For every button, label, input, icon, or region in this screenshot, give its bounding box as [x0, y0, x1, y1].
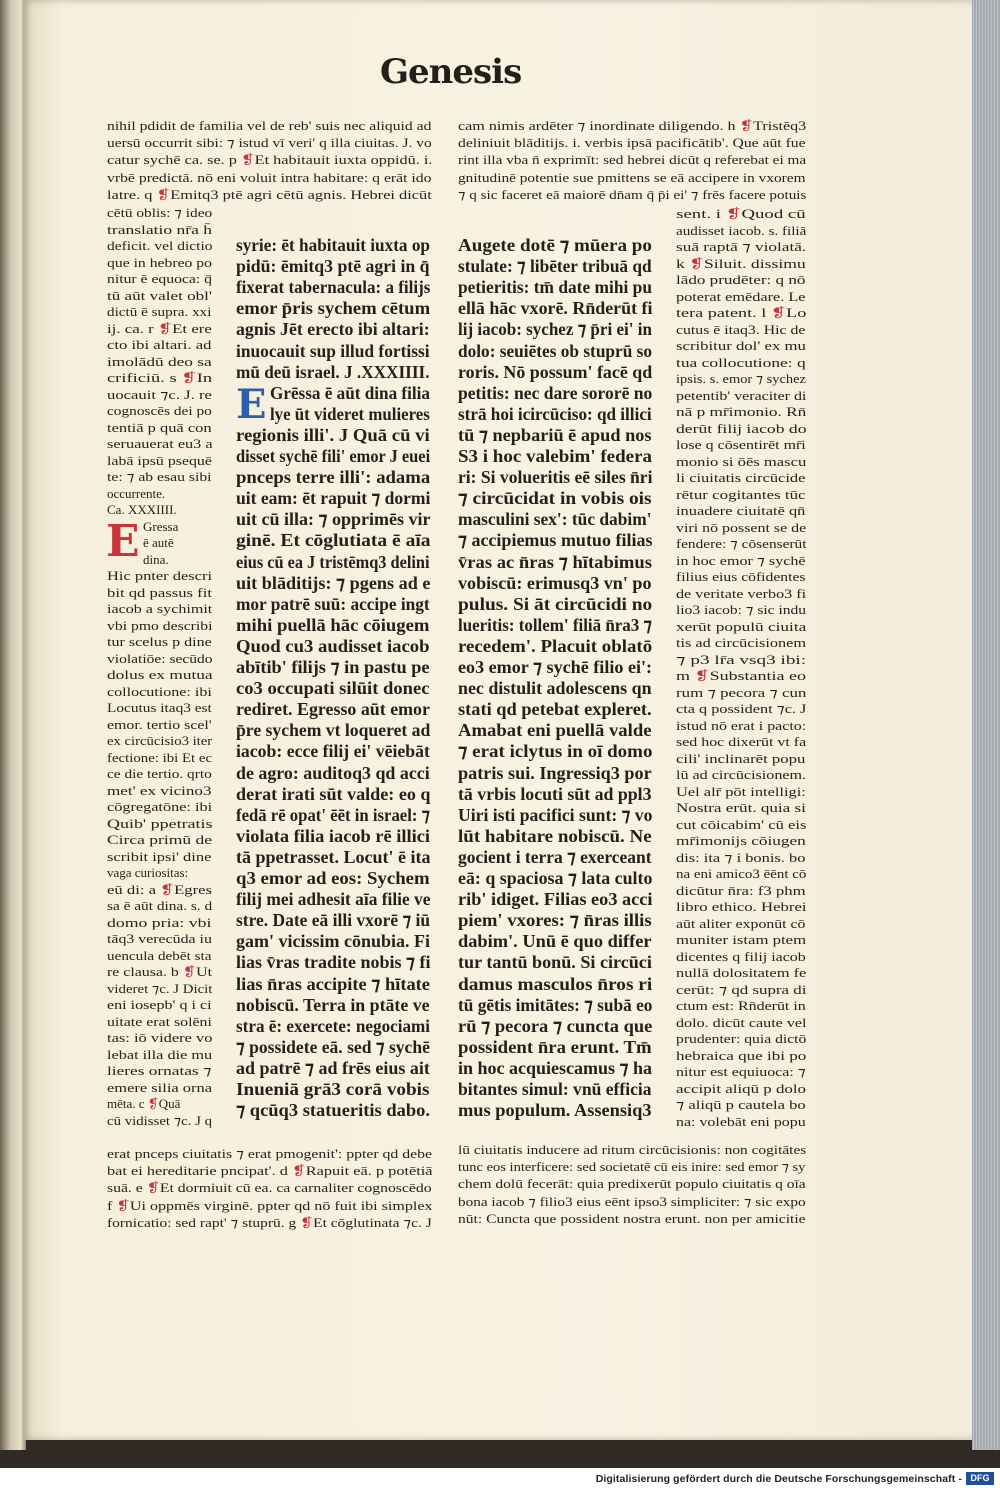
text-line: deliniuit blāditijs. i. verbis ipsā pacificātib'. Que aūt fue [458, 135, 806, 151]
text-line: dicūtur n̄ra: f3 phm [676, 882, 806, 898]
page-edges [972, 0, 1000, 1450]
right-gloss-column [676, 206, 806, 1130]
top-gloss-right [458, 118, 806, 204]
text-line: lias n̄ras accipite ⁊ hītate [236, 973, 430, 994]
text-line: ⁊ possidete eā. sed ⁊ sychē [236, 1036, 430, 1057]
text-line: monio si ōēs mascu [676, 453, 807, 469]
text-line: strā hoi icircūciso: qd illici [458, 403, 652, 424]
text-line: tis ad circūcisionem [676, 635, 806, 650]
text-line: disset sychē fili' emor J euei [236, 446, 431, 466]
text-line: chem dolū fecerāt: quia predixerūt populo ciuitatis q oīa [458, 1176, 806, 1192]
text-line: cōgregatōne: ibi [107, 799, 213, 814]
text-line: de agro: auditoq3 qd acci [236, 762, 430, 783]
text-line: cētū oblis: ⁊ ideo [107, 205, 213, 220]
text-line: cognoscēs dei po [107, 403, 212, 418]
text-line: audisset iacob. s. filiā [676, 222, 807, 238]
bottom-gloss-left [107, 1146, 432, 1232]
rubric-paragraph-mark: ❡ [182, 964, 197, 979]
text-line: tentiā p quā con [107, 419, 212, 435]
footer-credit: Digitalisierung gefördert durch die Deutsche Forschungsgemeinschaft - [595, 1473, 962, 1485]
text-line: que in hebreo po [107, 254, 213, 270]
text-line: cam nimis ardēter ⁊ inordinate diligendo. h ❡Tristēq3 [458, 118, 807, 133]
text-line: tū gētis imitātes: ⁊ subā eo [458, 994, 653, 1015]
text-line: emere silia orna [107, 1079, 213, 1095]
text-line: uocauit ⁊c. J. re [107, 386, 212, 402]
text-line: filius eius cōfidentes [676, 569, 806, 584]
footer-bar [0, 1468, 1000, 1490]
main-text-column-1 [236, 235, 430, 1121]
top-gloss-left [107, 118, 432, 204]
text-line: uencula debēt sta [107, 947, 212, 963]
text-line: crificiū. s ❡In [107, 370, 213, 385]
text-line: tua collocutione: q [676, 354, 806, 370]
text-line: dolo: seuiētes ob stuprū so [458, 340, 653, 361]
text-line: petitis: nec dare sororē no [458, 382, 653, 403]
text-line: Ca. XXXIIII. [107, 502, 177, 517]
text-line: bat ei hereditarie pncipat'. d ❡Rapuit eā. p potētiā [107, 1163, 433, 1179]
text-line: p̄re sychem vt loqueret ad [236, 720, 431, 741]
text-line: suā. e ❡Et dormiuit cū ea. ca carnaliter cognoscēdo [107, 1180, 432, 1196]
text-line: ctum est: Rn̄derūt in [676, 998, 806, 1013]
text-line: erat pnceps ciuitatis ⁊ erat pmogenit': ppter qd debe [107, 1146, 432, 1161]
text-line: inuocauit sup illud fortissi [236, 340, 430, 361]
text-line: vobiscū: erimusq3 vn' po [458, 572, 652, 593]
rubric-paragraph-mark: ❡ [156, 186, 171, 202]
text-line: Inueniā grā3 corā vobis [236, 1079, 430, 1099]
text-line: damus masculos n̄ros ri [458, 973, 653, 994]
text-line: ⁊ accipiemus mutuo filias [458, 530, 653, 551]
text-line: na: volebāt eni popu [676, 1113, 806, 1129]
text-line: S3 i hoc valebim' federa [458, 446, 652, 466]
text-line: bit qd passus fit [107, 584, 212, 600]
text-line: labā ipsū psequē [107, 452, 212, 468]
text-line: cutus ē itaq3. Hic de [676, 321, 806, 337]
text-line: seruauerat eu3 a [107, 436, 213, 451]
text-line: iacob a sychimit [107, 601, 213, 616]
text-line: rum ⁊ pecora ⁊ cun [676, 684, 807, 700]
text-line: li ciuitatis circūcide [676, 470, 806, 485]
text-line: cto ibi altari. ad [107, 337, 212, 352]
text-line: lieres ornatas ⁊ [107, 1063, 212, 1078]
text-line: tū aūt valet obl' [107, 287, 212, 303]
text-line: mr̄imonijs cōiugen [676, 833, 806, 848]
text-line: ad patrē ⁊ ad frēs eius ait [236, 1057, 430, 1078]
text-line: viri nō possent se de [676, 519, 807, 535]
text-line: fixerat tabernacula: a filijs [236, 277, 431, 298]
text-line: stra ē: exercete: negociami [236, 1015, 431, 1036]
text-line: dabim'. Unū ē quo differ [458, 931, 652, 952]
text-line: domo pria: vbi [107, 914, 212, 930]
text-line: ⁊ p3 lr̄a vsq3 ibi: [676, 651, 807, 667]
text-line: nitur est equiuoca: ⁊ [676, 1064, 806, 1079]
text-line: f ❡Ui oppmēs virginē. ppter qd nō fuit ibi simplex [107, 1197, 433, 1213]
bottom-gloss-right [458, 1142, 806, 1228]
text-line: pnceps terre illi': adama [236, 467, 431, 488]
previous-page-edge [0, 0, 26, 1450]
text-line: violata filia iacob rē illici [236, 825, 430, 846]
text-line: cū vidisset ⁊c. J q [107, 1112, 213, 1128]
rubric-paragraph-mark: ❡ [726, 206, 742, 221]
text-line: derūt filij iacob do [676, 420, 807, 436]
text-line: ⁊ erat iclytus in oī domo [458, 741, 653, 762]
text-line: de veritate verbo3 fi [676, 585, 807, 601]
text-line: rū ⁊ pecora ⁊ cuncta que [458, 1015, 653, 1036]
blue-initial-E: E [236, 381, 267, 428]
text-line: tur scelus p dine [107, 634, 212, 649]
text-line: vbi pmo describi [107, 617, 213, 633]
text-line: masculini sex': tūc dabim' [458, 509, 652, 530]
rubric-paragraph-mark: ❡ [181, 370, 197, 385]
text-line: xerūt populū ciuita [676, 618, 807, 634]
text-line: recedem'. Placuit oblatō [458, 635, 653, 656]
text-line: pulus. Si āt circūcidi no [458, 593, 653, 614]
text-line: tā vrbis locuti sūt ad ppl3 [458, 783, 652, 804]
text-line: tas: iō videre vo [107, 1030, 213, 1045]
text-line: Uiri isti pacifici sunt: ⁊ vo [458, 804, 653, 825]
text-line: co3 occupati silūit donec [236, 678, 430, 699]
text-line: Uel alr̄ pōt intelligi: [676, 783, 806, 799]
text-line: lose q cōsentirēt mr̄i [676, 437, 806, 452]
text-line: fectione: ibi Et ec [107, 749, 213, 765]
rubric-paragraph-mark: ❡ [689, 255, 704, 271]
text-line: ce die tertio. qrto [107, 766, 212, 781]
text-line: Hic pnter descri [107, 568, 213, 583]
text-line: scribit ipsi' dine [107, 848, 212, 864]
text-line: sed hoc dixerūt vt fa [676, 734, 807, 749]
text-line: deficit. vel dictio [107, 238, 213, 253]
text-line: lū ad circūcisionem. [676, 767, 807, 782]
text-line: ⁊ q sic faceret eā maiorē dn̄am q̄ p̄i ei' ⁊ frēs facere potuis [458, 186, 807, 202]
text-line: eā: q spaciosa ⁊ lata culto [458, 868, 653, 888]
text-line: Quib' ppetratis [107, 815, 213, 831]
text-line: agnis Jēt erecto ibi altari: [236, 319, 430, 340]
text-line: Nostra erūt. quia si [676, 800, 806, 815]
text-line: patris sui. Ingressiq3 por [458, 762, 652, 783]
text-line: uit cū illa: ⁊ opprimēs vir [236, 509, 431, 530]
text-line: emor p̄ris sychem cētum [236, 298, 431, 319]
text-line: tur tantū bonū. Si circūci [458, 952, 652, 973]
text-line: q3 emor ad eos: Sychem [236, 868, 430, 888]
text-line: ellā hāc vxorē. Rn̄derūt fi [458, 298, 653, 319]
text-line: mū deū israel. J .XXXIIII. [236, 361, 430, 382]
text-line: gocient i terra ⁊ exerceant [458, 846, 652, 867]
text-line: lū ciuitatis inducere ad ritum circūcisionis: non cogitātes [458, 1142, 807, 1157]
text-line: dina. [143, 551, 169, 567]
rubric-paragraph-mark: ❡ [158, 320, 173, 336]
text-line: collocutione: ibi [107, 683, 212, 699]
text-line: dolo. dicūt caute vel [676, 1014, 807, 1030]
text-line: suā raptā ⁊ violatā. [676, 239, 807, 254]
text-line: te: ⁊ ab esau sibi [107, 469, 212, 484]
text-line: regionis illi'. J Quā cū vi [236, 424, 430, 445]
text-line: lādo prudēter: q nō [676, 272, 806, 287]
text-line: dicentes q filij iacob [676, 948, 806, 964]
text-line: m ❡Substantia eo [676, 668, 806, 683]
text-line: accipit aliqū p dolo [676, 1080, 807, 1096]
text-line: uit blāditijs: ⁊ pgens ad e [236, 572, 431, 593]
text-line: nec distulit adolescens qn [458, 678, 652, 699]
text-line: nullā dolositatem fe [676, 965, 807, 980]
text-line: eū di: a ❡Egres [107, 881, 213, 897]
text-line: mor patrē suū: accipe ingt [236, 593, 430, 614]
text-line: k ❡Siluit. dissimu [676, 255, 806, 271]
text-line: syrie: ēt habitauit iuxta op [236, 235, 431, 255]
text-line: translatio nr̄a h̄ [107, 221, 212, 237]
rubric-paragraph-mark: ❡ [147, 1096, 159, 1111]
text-line: ⁊ circūcidat in vobis ois [458, 488, 652, 509]
text-line: rediret. Egresso aūt emor [236, 699, 430, 720]
text-line: ⁊ aliqū p cautela bo [676, 1097, 806, 1112]
text-line: bona iacob ⁊ filio3 eius eēnt ipso3 simpliciter: ⁊ sic expo [458, 1193, 806, 1209]
text-line: derat irati sūt valde: eo q [236, 783, 431, 804]
text-line: hebraica que ibi po [676, 1047, 807, 1063]
text-line: petieritis: tm̄ date mihi pu [458, 277, 652, 298]
text-line: muniter istam ptem [676, 932, 807, 947]
text-line: possident n̄ra erunt. Tm̄ [458, 1036, 652, 1057]
text-line: tā ppetrasset. Locut' ē ita [236, 846, 431, 867]
text-line: Circa primū de [107, 832, 212, 847]
text-line: lebat illa die mu [107, 1046, 213, 1062]
rubric-paragraph-mark: ❡ [694, 668, 710, 683]
text-line: sa ē aūt dina. s. d [107, 898, 213, 913]
text-line: Grēssa ē aūt dina filia [270, 382, 431, 403]
text-line: nā p mr̄imonio. Rn̄ [676, 404, 807, 419]
text-line: in hoc emor ⁊ sychē [676, 552, 806, 568]
rubric-paragraph-mark: ❡ [300, 1214, 314, 1230]
text-line: ⁊ qcūq3 statueritis dabo. [236, 1100, 430, 1121]
text-line: vaga curiositas: [107, 865, 189, 880]
text-line: v̄ras ac n̄ras ⁊ hītabimus [458, 551, 652, 572]
text-line: nitur ē equoca: q̄ [107, 271, 212, 286]
main-text-column-2 [458, 235, 652, 1121]
text-line: ginē. Et cōglutiata ē aīa [236, 530, 431, 551]
text-line: re clausa. b ❡Ut [107, 964, 212, 979]
text-line: rint illa vba n̄ exprimīt: sed hebrei dicūt q referebat ei ma [458, 152, 807, 168]
text-line: imolādū deo sa [107, 353, 212, 369]
text-line: iacob: ecce filij ei' vēiebāt [236, 741, 430, 762]
running-title: Genesis [380, 52, 522, 92]
text-line: scribitur dol' ex mu [676, 338, 806, 353]
dfg-logo: DFG [966, 1472, 994, 1485]
text-line: dolus ex mutua [107, 667, 213, 682]
text-line: rib' idiget. Filias eo3 acci [458, 889, 653, 910]
text-line: tū ⁊ nepbariū ē apud nos [458, 424, 652, 445]
text-line: lueritis: tollem' filiā n̄ra3 ⁊ [458, 614, 652, 635]
red-initial-E: E [106, 516, 140, 567]
text-line: gam' vicissim cōnubia. Fi [236, 931, 431, 952]
text-line: prudenter: quia dictō [676, 1031, 807, 1046]
rubric-paragraph-mark: ❡ [241, 152, 255, 168]
text-line: roris. Nō possum' facē qd [458, 361, 653, 382]
text-line: dictū ē supra. xxi [107, 304, 212, 319]
text-line: fedā rē opat' ēēt in israel: ⁊ [236, 804, 430, 825]
text-line: met' ex vicino3 [107, 782, 212, 798]
text-line: uit eam: ēt rapuit ⁊ dormi [236, 488, 431, 509]
text-line: mus populum. Assensiq3 [458, 1100, 652, 1121]
rubric-paragraph-mark: ❡ [160, 881, 175, 897]
text-line: abītib' filijs ⁊ in pastu pe [236, 657, 430, 677]
text-line: ipsis. s. emor ⁊ sychez [676, 371, 806, 386]
text-line: pidū: ēmitq3 ptē agri in q̄ [236, 256, 430, 277]
text-line: nūt: Cuncta que possident nostra erunt. non per amicitie [458, 1210, 806, 1226]
text-line: ij. ca. r ❡Et ere [107, 320, 212, 336]
text-line: fendere: ⁊ cōsenserūt [676, 536, 807, 551]
rubric-paragraph-mark: ❡ [292, 1163, 306, 1179]
text-line: lij iacob: sychez ⁊ p̄ri ei' in [458, 319, 652, 340]
text-line: lye ūt videret mulieres [270, 403, 430, 424]
text-line: mēta. c ❡Quā [107, 1096, 181, 1111]
text-line: lūt habitare nobiscū. Ne [458, 825, 652, 846]
text-line: Locutus itaq3 est [107, 700, 212, 715]
left-gloss-column [107, 205, 212, 1129]
text-line: videret ⁊c. J Dicit [107, 980, 213, 996]
text-line: ex circūcisio3 iter [107, 733, 213, 748]
text-line: vrbē predictā. nō eni voluit intra habitare: q erāt ido [107, 169, 432, 185]
text-line: tunc eos interficere: sed societatē cū eis inire: sed emor ⁊ sy [458, 1159, 806, 1175]
text-line: tāq3 verecūda iu [107, 931, 212, 946]
text-line: tera patent. l ❡Lo [676, 305, 807, 320]
text-line: libro ethico. Hebrei [676, 899, 807, 914]
text-line: istud nō erat i pacto: [676, 717, 807, 733]
text-line: cut cōicabim' cū eis [676, 816, 807, 832]
text-line: filij mei adhesit aīa filie ve [236, 889, 431, 910]
text-line: nobiscū. Terra in ptāte ve [236, 994, 430, 1015]
text-line: aūt aliter exponūt cō [676, 915, 806, 931]
text-line: Quod cu3 audisset iacob [236, 635, 430, 656]
text-line: lias v̄ras tradite nobis ⁊ fi [236, 952, 431, 973]
text-line: cerūt: ⁊ qd supra di [676, 981, 807, 997]
text-line: dis: ita ⁊ i bonis. bo [676, 849, 806, 865]
text-line: rētur cogitantes tūc [676, 486, 806, 502]
rubric-paragraph-mark: ❡ [770, 305, 787, 320]
text-line: catur sychē ca. se. p ❡Et habitauit iuxta oppidū. i. [107, 152, 433, 168]
text-line: mihi puellā hāc cōiugem [236, 614, 430, 635]
text-line: ē autē [143, 535, 174, 550]
text-line: uersū occurrit sibi: ⁊ istud vī veri' q illa ciuitas. J. vo [107, 135, 432, 151]
text-line: in hoc acquiescamus ⁊ ha [458, 1057, 652, 1078]
text-line: piem' vxores: ⁊ n̄ras illis [458, 910, 652, 931]
text-line: cta q possident ⁊c. J [676, 701, 807, 716]
text-line: sent. i ❡Quod cū [676, 206, 806, 221]
text-line: petentib' veraciter di [676, 387, 807, 403]
text-line: fornicatio: sed rapt' ⁊ stuprū. g ❡Et cōglutinata ⁊c. J [107, 1214, 432, 1230]
text-line: stulate: ⁊ libēter tribuā qd [458, 256, 652, 277]
text-line: occurrente. [107, 485, 166, 501]
text-line: stre. Date eā illi vxorē ⁊ iū [236, 910, 431, 931]
rubric-paragraph-mark: ❡ [739, 118, 754, 133]
text-line: stati qd petebat expleret. [458, 699, 652, 720]
text-line: cili' inclinarēt popu [676, 750, 806, 766]
text-line: eni iosepb' q i ci [107, 997, 212, 1012]
text-line: na eni amico3 ēēnt cō [676, 866, 807, 881]
text-line: uitate erat solēni [107, 1013, 212, 1029]
text-line: Amabat eni puellā valde [458, 720, 652, 741]
text-line: bitantes simul: vnū efficia [458, 1079, 652, 1099]
text-line: eo3 emor ⁊ sychē filio ei': [458, 657, 653, 677]
text-line: gnitudinē potentie sue pmittens se eā accipere in vxorem [458, 169, 806, 185]
text-line: eius cū ea J tristēmq3 delini [236, 551, 430, 572]
text-line: ri: Si volueritis eē siles n̄ri [458, 467, 653, 488]
rubric-paragraph-mark: ❡ [146, 1180, 160, 1196]
text-line: nihil pdidit de familia vel de reb' suis nec aliquid ad [107, 118, 432, 133]
text-line: inuadere ciuitatē qn̄ [676, 503, 806, 518]
text-line: violatiōe: secūdo [107, 650, 213, 666]
text-line: lio3 iacob: ⁊ sic indu [676, 602, 807, 617]
text-line: Augete dotē ⁊ mūera po [458, 235, 652, 255]
rubric-paragraph-mark: ❡ [116, 1197, 130, 1213]
text-line: Gressa [143, 518, 179, 534]
text-line: poterat emēdare. Le [676, 288, 806, 304]
text-line: latre. q ❡Emitq3 ptē agri cētū agnis. Hebrei dicūt [107, 186, 432, 202]
text-line: emor. tertio scel' [107, 716, 212, 732]
